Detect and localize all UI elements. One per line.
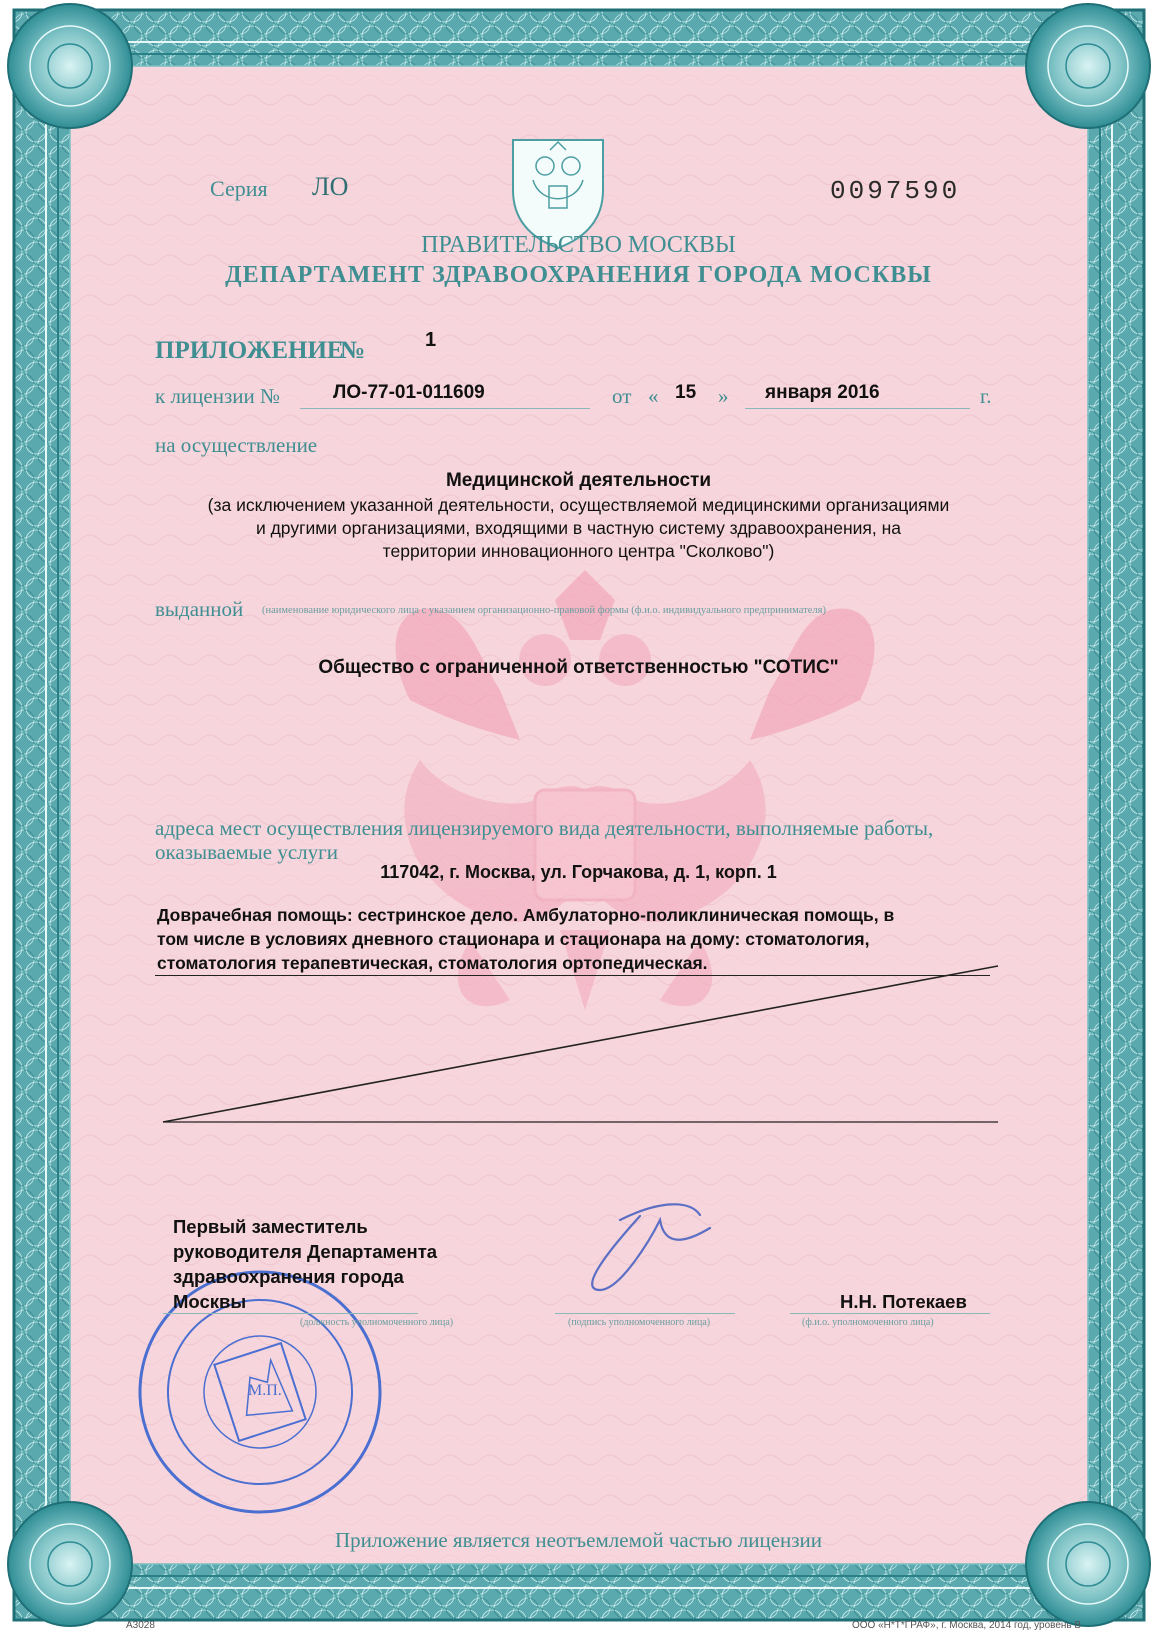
signatory-position-line-3: здравоохранения города [173,1266,404,1287]
license-label: к лицензии № [155,384,281,408]
issued-label: выданной [155,597,244,621]
series-label: Серия [210,176,268,201]
corner-rosette-bottom-left [8,1502,132,1626]
caption-position: (должность уполномоченного лица) [300,1317,454,1328]
appendix-number-sign: № [340,337,366,364]
date-from-label: от [612,384,632,408]
license-number: ЛО-77-01-011609 [333,382,485,403]
addresses-label-line-1: адреса мест осуществления лицензируемого вида деятельности, выполняемые работы, [155,816,934,840]
printer-info: ООО «Н*Т*ГРАФ», г. Москва, 2014 год, уровень В [852,1620,1082,1631]
date-line [745,408,970,409]
services-line-2: том числе в условиях дневного стационара и стационара на дому: стоматология, [157,929,870,949]
series-value: ЛО [312,172,349,201]
services-underline [155,975,990,976]
footer-note: Приложение является неотъемлемой частью лицензии [334,1528,823,1552]
date-month-year: января 2016 [765,382,880,403]
addresses-label-line-2: оказываемые услуги [155,840,339,864]
date-suffix: г. [980,384,992,408]
date-day: 15 [675,382,697,403]
activity-line-2: и другими организациями, входящими в частную систему здравоохранения, на [255,518,902,538]
caption-signature: (подпись уполномоченного лица) [568,1317,711,1328]
corner-rosette-top-left [8,4,132,128]
activity-address: 117042, г. Москва, ул. Горчакова, д. 1, корп. 1 [380,862,777,882]
signatory-position-line-1: Первый заместитель [173,1216,368,1237]
services-line-1: Доврачебная помощь: сестринское дело. Амбулаторно-поликлиническая помощь, в [157,905,895,925]
appendix-number: 1 [425,329,437,351]
signatory-name: Н.Н. Потекаев [840,1291,967,1312]
corner-rosette-top-right [1026,4,1150,128]
signatory-position-line-2: руководителя Департамента [173,1241,438,1262]
license-number-line [300,408,590,409]
form-code: А3028 [126,1620,155,1631]
seal-mark: М.П. [248,1382,282,1399]
signatory-position-line-4: Москвы [173,1291,247,1312]
date-close-quote: » [718,384,729,408]
caption-name: (ф.и.о. уполномоченного лица) [802,1317,934,1328]
corner-rosette-bottom-right [1026,1502,1150,1626]
appendix-label: ПРИЛОЖЕНИЕ [155,337,344,364]
issued-hint: (наименование юридического лица с указанием организационно-правовой формы (ф.и.о. индивидуального предпринимателя) [262,605,826,616]
document-number: 0097590 [830,176,961,206]
date-open-quote: « [648,384,659,408]
activity-line-3: территории инновационного центра "Сколково") [382,541,775,561]
activity-line-1: (за исключением указанной деятельности, осуществляемой медицинскими организациями [207,495,950,515]
organization-name: Общество с ограниченной ответственностью "СОТИС" [318,657,839,678]
activity-title: Медицинской деятельности [445,470,712,491]
position-line [163,1313,418,1314]
government-title: ПРАВИТЕЛЬСТВО МОСКВЫ [421,232,736,258]
name-line [790,1313,990,1314]
signature-line [555,1313,735,1314]
activity-label: на осуществление [155,433,318,457]
services-line-3: стоматология терапевтическая, стоматология ортопедическая. [157,953,708,973]
department-title: ДЕПАРТАМЕНТ ЗДРАВООХРАНЕНИЯ ГОРОДА МОСКВЫ [225,262,932,288]
